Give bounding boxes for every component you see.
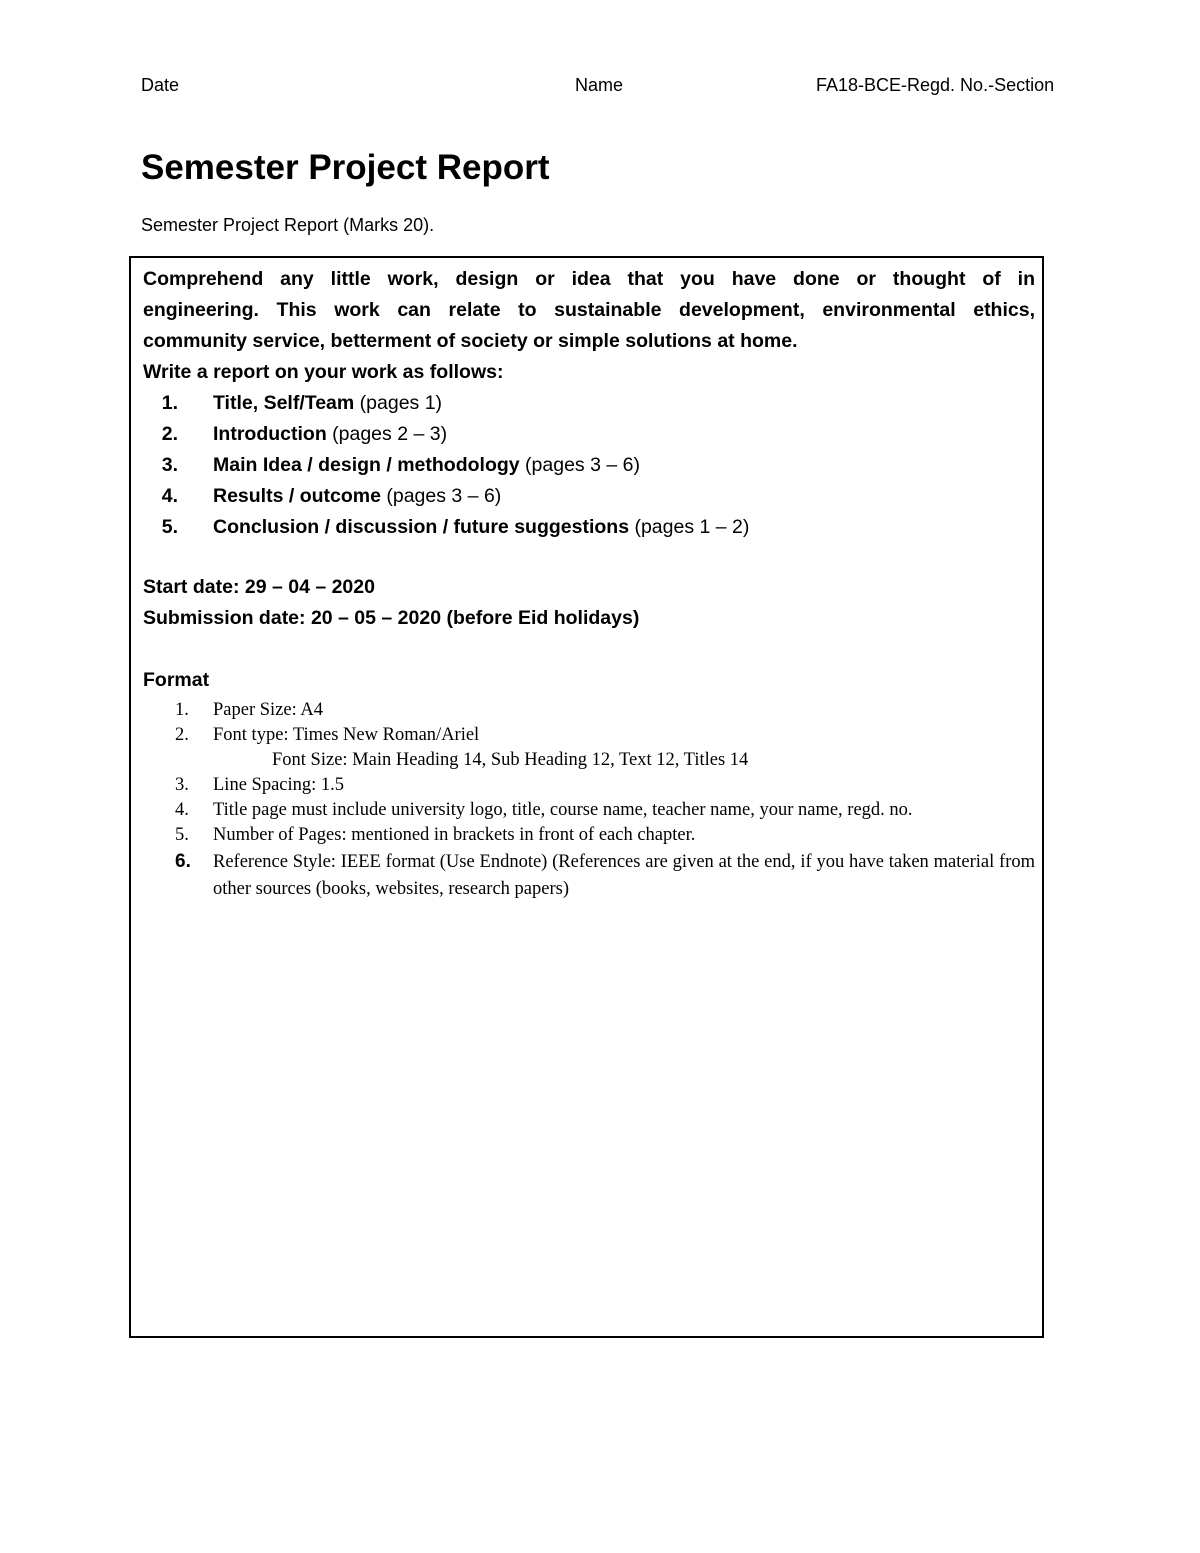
toc-item-pages: (pages 3 – 6)	[525, 454, 640, 476]
format-item-text: Number of Pages: mentioned in brackets in front of each chapter.	[213, 825, 696, 845]
submission-date: Submission date: 20 – 05 – 2020 (before Eid holidays)	[143, 607, 640, 629]
intro-paragraph	[143, 264, 1035, 357]
toc-item-number: 1.	[161, 392, 178, 414]
toc-item	[143, 419, 1035, 450]
intro-line-2: engineering. This work can relate to sustainable development, environmental ethics,	[143, 299, 1035, 321]
start-date: Start date: 29 – 04 – 2020	[143, 576, 375, 598]
format-item-text: Reference Style: IEEE format (Use Endnote) (References are given at the end, if you have taken material from other sources (books, websites, research papers)	[213, 852, 1035, 899]
format-item-text: Paper Size: A4	[213, 700, 323, 720]
instructions-box	[129, 256, 1044, 1338]
page-title: Semester Project Report	[141, 148, 550, 187]
header-regd-label: FA18-BCE-Regd. No.-Section	[816, 75, 1055, 95]
toc-item-number: 2.	[161, 423, 178, 445]
toc-item-label: Results / outcome	[213, 485, 381, 507]
font-size-line: Font Size: Main Heading 14, Sub Heading 12, Text 12, Titles 14	[272, 750, 749, 770]
format-item-number: 5.	[175, 825, 189, 845]
toc-item	[143, 450, 1035, 481]
page-subtitle: Semester Project Report (Marks 20).	[141, 215, 435, 235]
format-item-number: 4.	[175, 800, 189, 820]
toc-item	[143, 481, 1035, 512]
toc-item-number: 4.	[161, 485, 178, 507]
toc-item-pages: (pages 2 – 3)	[332, 423, 448, 445]
toc-item-number: 3.	[161, 454, 178, 476]
toc-item-pages: (pages 1)	[359, 392, 443, 414]
toc-item-label: Introduction	[213, 423, 327, 445]
format-heading: Format	[143, 669, 210, 691]
toc-item-label: Title, Self/Team	[213, 392, 355, 414]
toc-item-label: Main Idea / design / methodology	[213, 454, 520, 476]
header-name-label: Name	[575, 75, 624, 95]
format-item-number: 6.	[175, 851, 191, 872]
format-item-text: Title page must include university logo, title, course name, teacher name, your name, regd. no.	[213, 800, 913, 820]
header-date-label: Date	[141, 75, 180, 95]
format-item-text: Font type: Times New Roman/Ariel	[213, 725, 480, 745]
toc-item-label: Conclusion / discussion / future suggestions	[213, 516, 630, 538]
toc-item	[143, 512, 1035, 543]
intro-line-1: Comprehend any little work, design or idea that you have done or thought of in	[143, 268, 1035, 290]
toc-item-pages: (pages 1 – 2)	[634, 516, 750, 538]
toc-item-pages: (pages 3 – 6)	[386, 485, 502, 507]
format-item-number: 3.	[175, 775, 189, 795]
format-item-text: Line Spacing: 1.5	[213, 775, 345, 795]
format-item-number: 1.	[175, 700, 189, 720]
format-item-number: 2.	[175, 725, 189, 745]
toc-item-number: 5.	[161, 516, 178, 538]
toc-item	[143, 388, 1035, 419]
write-heading: Write a report on your work as follows:	[143, 361, 504, 383]
intro-line-3: community service, betterment of society or simple solutions at home.	[143, 330, 798, 352]
